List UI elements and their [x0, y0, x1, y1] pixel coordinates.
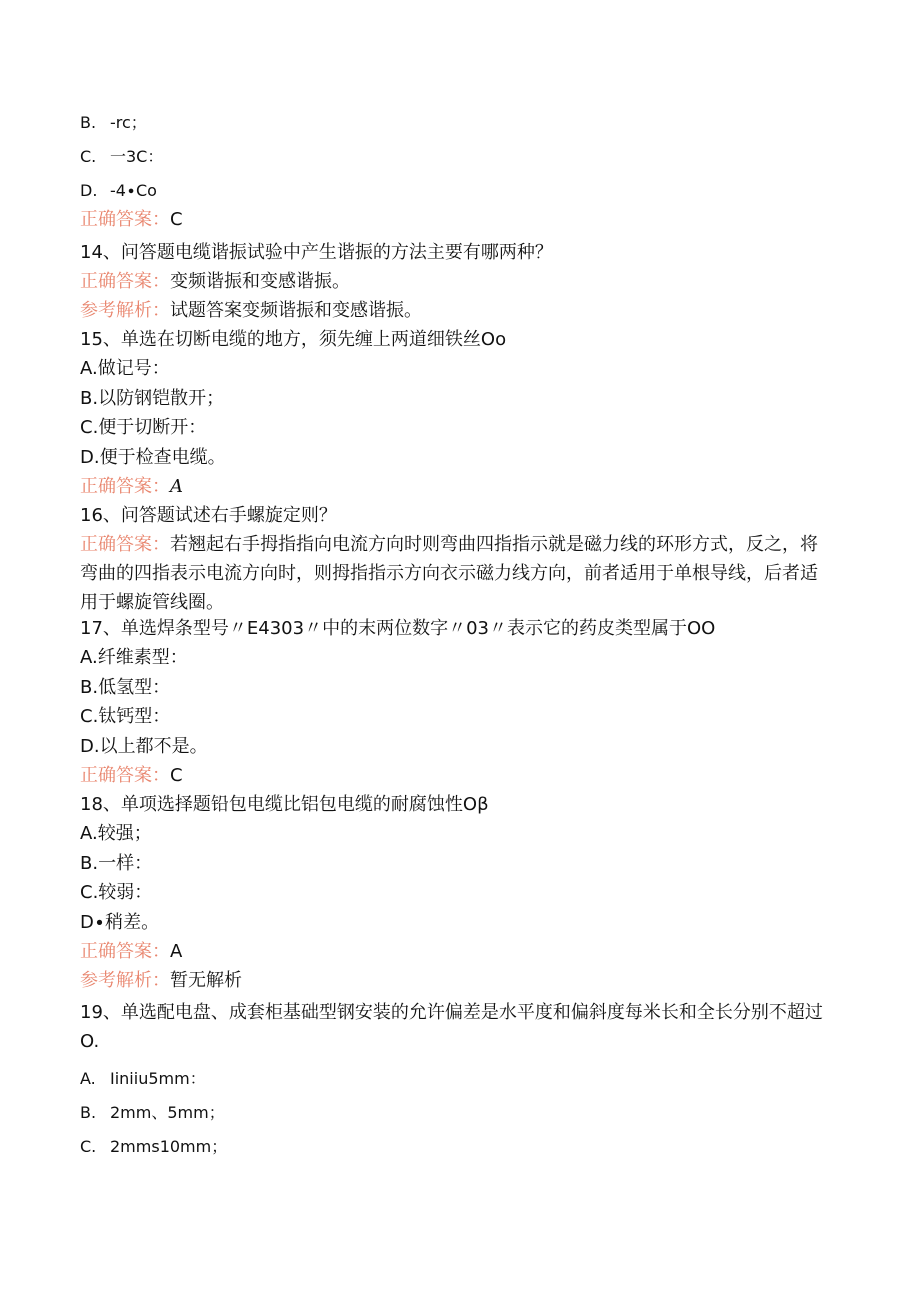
analysis-label: 参考解析： [80, 300, 170, 321]
q15-option-a: A.做记号： [80, 358, 170, 379]
q15-option-d: D.便于检查电缆。 [80, 447, 226, 468]
q19-option-a: A. Iiniiu5mm： [80, 1069, 206, 1088]
q15-option-c: C.便于切断开： [80, 417, 207, 438]
answer-label: 正确答案： [80, 534, 170, 555]
q13-option-d: D. -4∙Co [80, 181, 157, 200]
q18-option-a: A.较强； [80, 823, 152, 844]
answer-label: 正确答案： [80, 765, 170, 786]
q17-question: 17、单选焊条型号〃E4303〃中的末两位数字〃03〃表示它的药皮类型属于OO [80, 618, 716, 639]
q18-option-c: C.较弱： [80, 882, 153, 903]
q18-question: 18、单项选择题铅包电缆比铝包电缆的耐腐蚀性Oβ [80, 794, 489, 815]
q18-option-d: D∙稍差。 [80, 912, 160, 933]
answer-label: 正确答案： [80, 271, 170, 292]
answer-label: 正确答案： [80, 476, 170, 497]
q18-analysis: 参考解析：暂无解析 [80, 970, 242, 991]
q17-option-a: A.纤维素型： [80, 647, 188, 668]
q13-answer: 正确答案：C [80, 209, 183, 230]
q13-option-b: B. -rc； [80, 113, 147, 132]
q18-answer: 正确答案：A [80, 941, 183, 962]
q17-option-d: D.以上都不是。 [80, 736, 208, 757]
q19-option-b: B. 2mm、5mm； [80, 1103, 225, 1122]
answer-label: 正确答案： [80, 209, 170, 230]
q14-analysis: 参考解析：试题答案变频谐振和变感谐振。 [80, 300, 422, 321]
q17-answer: 正确答案：C [80, 765, 183, 786]
q15-question: 15、单选在切断电缆的地方，须先缠上两道细铁丝Oo [80, 329, 507, 350]
analysis-label: 参考解析： [80, 970, 170, 991]
q15-option-b: B.以防钢铠散开； [80, 388, 225, 409]
answer-label: 正确答案： [80, 941, 170, 962]
q16-answer: 正确答案：若翘起右手拇指指向电流方向时则弯曲四指指示就是磁力线的环形方式，反之，将弯曲的四指表示电流方向时，则拇指指示方向衣示磁力线方向，前者适用于单根导线，后者适用于螺旋管线圈。 [80, 534, 818, 613]
q13-option-c: C. 一3C： [80, 147, 164, 166]
q14-answer: 正确答案：变频谐振和变感谐振。 [80, 271, 350, 292]
q17-option-b: B.低氢型： [80, 677, 171, 698]
q17-option-c: C.钛钙型： [80, 706, 171, 727]
q19-option-c: C. 2mms10mm； [80, 1137, 228, 1156]
q19-question: 19、单选配电盘、成套柜基础型钢安装的允许偏差是水平度和偏斜度每米长和全长分别不超过O. [80, 1002, 823, 1052]
q14-question: 14、问答题电缆谐振试验中产生谐振的方法主要有哪两种？ [80, 242, 553, 263]
q16-question: 16、问答题试述右手螺旋定则？ [80, 505, 337, 526]
q15-answer: 正确答案：A [80, 476, 183, 497]
q18-option-b: B.一样： [80, 853, 153, 874]
